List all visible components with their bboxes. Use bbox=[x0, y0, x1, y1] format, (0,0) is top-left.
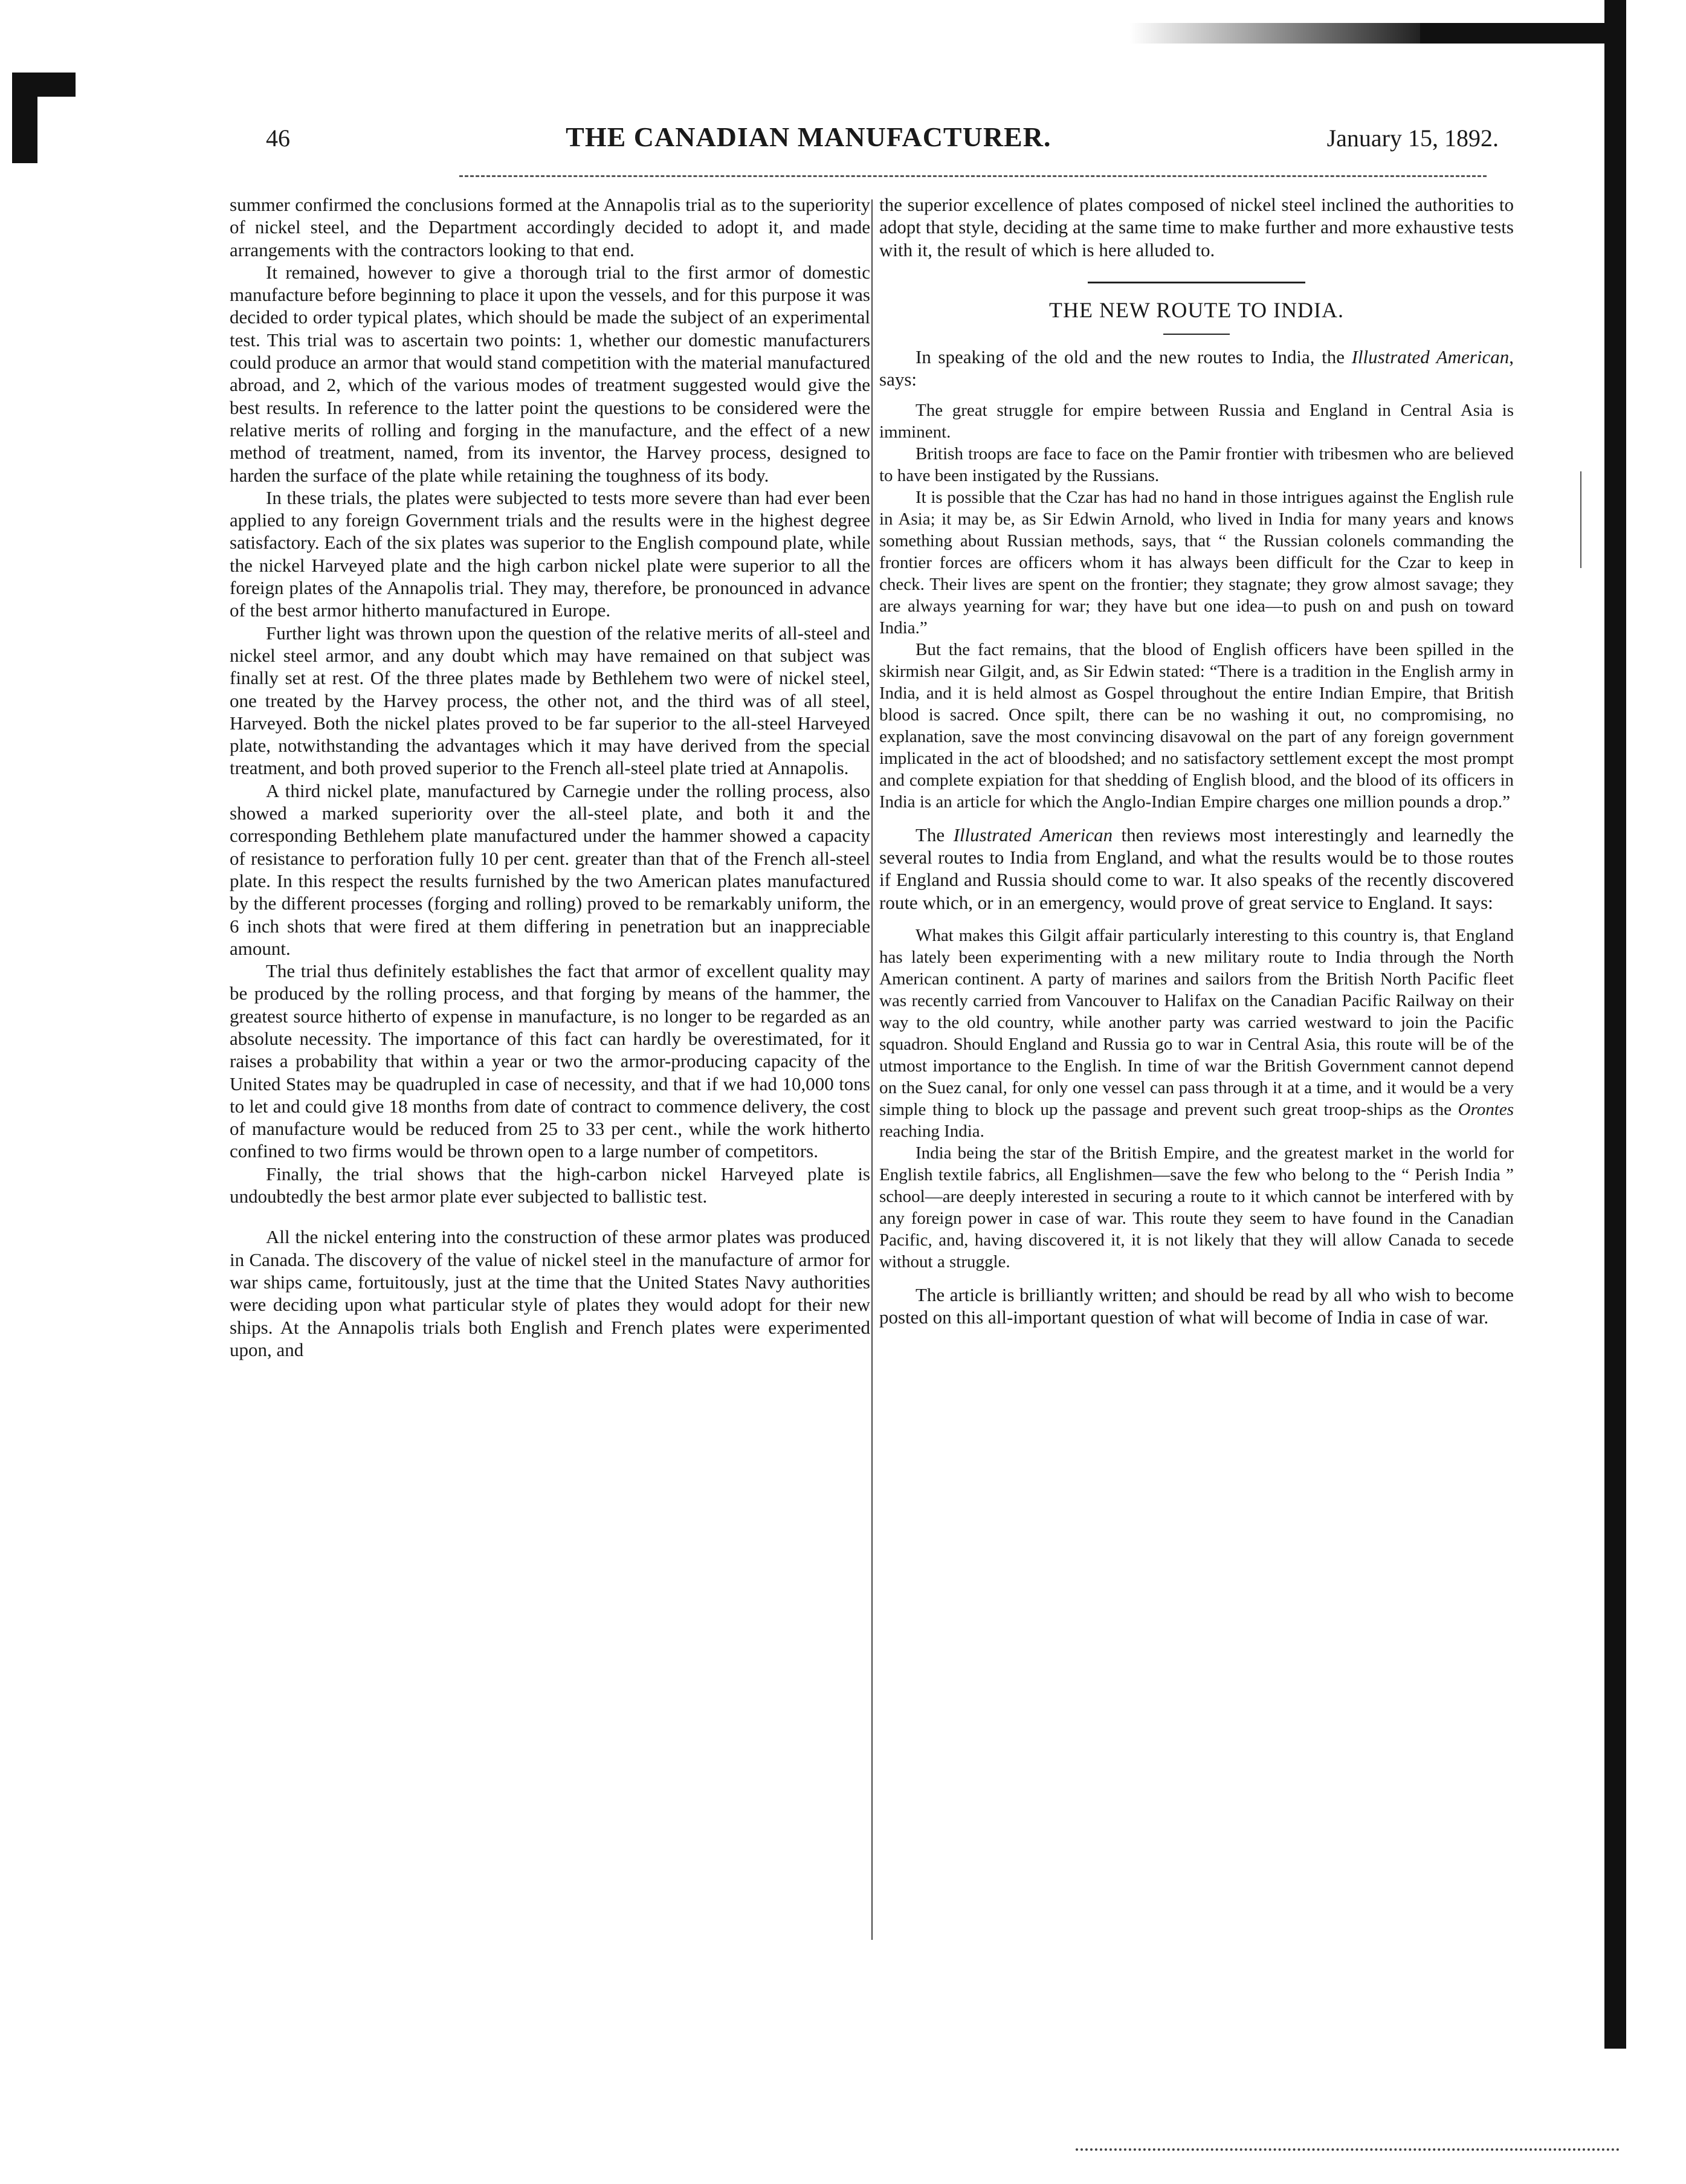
quotation bbox=[879, 925, 1514, 1273]
page-number: 46 bbox=[266, 124, 290, 152]
paragraph: In these trials, the plates were subjected to tests more severe than had ever been applied to any foreign Government trials and the results were in the highest degree satisfactory. Each of the six plates was superior to the English compound plate, while the nickel Harveyed plate and the high carbon nickel plate were superior to all the foreign plates of the Annapolis trial. They may, therefore, be pronounced in advance of the best armor hitherto manufactured in Europe. bbox=[230, 486, 870, 621]
column-divider bbox=[871, 199, 873, 1940]
right-column bbox=[879, 193, 1514, 1329]
paragraph: The Illustrated American then reviews most interestingly and learnedly the several routes to India from England, and what the results would be to those routes if England and Russia should come to war. It also speaks of the recently discovered route which, or in an emergency, would prove of great service to England. It says: bbox=[879, 824, 1514, 913]
margin-mark bbox=[1580, 471, 1592, 568]
paragraph: It remained, however to give a thorough trial to the first armor of domestic manufacture before beginning to place it upon the vessels, and for this purpose it was decided to order typical plates, which should be made the subject of an experimental test. This trial was to ascertain two points: 1, whether our domestic manufacturers could produce an armor that would stand competition with the material manufactured abroad, and 2, which of the various modes of treatment suggested would give the best results. In reference to the latter point the questions to be considered were the relative merits of rolling and forging in the manufacture, and the effect of a new method of treatment, named, from its inventor, the Harvey process, designed to harden the surface of the plate while retaining the toughness of its body. bbox=[230, 261, 870, 486]
paragraph: Further light was thrown upon the question of the relative merits of all-steel and nickel steel armor, and any doubt which may have remained on that subject was finally set at rest. Of the three plates made by Bethlehem two were of nickel steel, one treated by the Harvey process, the other not, and the third was of all steel, Harveyed. Both the nickel plates proved to be far superior to the all-steel Harveyed plate, notwithstanding the advantages which it may have derived from the special treatment, and both proved superior to the French all-steel plate tried at Annapolis. bbox=[230, 622, 870, 779]
header-rule bbox=[459, 175, 1487, 177]
section-title: THE NEW ROUTE TO INDIA. bbox=[1049, 297, 1344, 322]
publication-title: THE CANADIAN MANUFACTURER. bbox=[566, 121, 1051, 152]
quote-paragraph: British troops are face to face on the Pamir frontier with tribesmen who are believed to have been instigated by the Russians. bbox=[879, 444, 1514, 485]
left-column bbox=[230, 193, 870, 1361]
top-rule bbox=[695, 0, 1623, 44]
page-corner-mark bbox=[12, 73, 37, 163]
quote-paragraph: It is possible that the Czar has had no hand in those intrigues against the English rule in Asia; it may be, as Sir Edwin Arnold, who lived in India for many years and knows something about Russian methods, says, that “ the Russian colonels commanding the frontier forces are officers whom it has always been difficult for the Czar to keep in check. Their lives are spent on the frontier; they stagnate; they grow almost savage; they are always yearning for war; they have but one idea—to push on and push on toward India.” bbox=[879, 487, 1514, 638]
closing-paragraph: The article is brilliantly written; and should be read by all who wish to become posted on this all-important question of what will become of India in case of war. bbox=[879, 1284, 1514, 1328]
quote-paragraph: But the fact remains, that the blood of English officers have been spilled in the skirmish near Gilgit, and, as Sir Edwin stated: “There is a tradition in the English army in India, and it is held almost as Gospel throughout the entire Indian Empire, that British blood is sacred. Once spilt, there can be no washing it out, no compromising, no explanation, save the most convincing disavowal on the part of any foreign government implicated in the act of bloodshed; and no satisfactory settlement except the most prompt and complete expiation for that shedding of English blood, and the blood of its officers in India is an article for which the Anglo-Indian Empire charges one million pounds a drop.” bbox=[879, 639, 1514, 812]
quotation bbox=[879, 399, 1514, 813]
quote-paragraph: What makes this Gilgit affair particularly interesting to this country is, that England has lately been experimenting with a new military route to India through the North American continent. A party of marines and sailors from the British North Pacific fleet was recently carried from Vancouver to Halifax on the Canadian Pacific Railway on their way to the old country, while another party was carried westward to join the Pacific squadron. Should England and Russia go to war in Central Asia, this route will be of the utmost importance to the English. In time of war the British Government cannot depend on the Suez canal, for only one vessel can pass through it at a time, and it would be a very simple thing to block up the passage and prevent such great troop-ships as the Orontes reaching India. bbox=[879, 925, 1514, 1141]
paragraph: All the nickel entering into the construction of these armor plates was produced in Canada. The discovery of the value of nickel steel in the manufacture of armor for war ships came, fortuitously, just at the time that the United States Navy authorities were deciding upon what particular style of plates they would adopt for their new ships. At the Annapolis trials both English and French plates were experimented upon, and bbox=[230, 1226, 870, 1360]
page-header bbox=[266, 121, 1499, 175]
paragraph: A third nickel plate, manufactured by Carnegie under the rolling process, also showed a marked superiority over the all-steel plate, and both it and the corresponding Bethlehem plate manufactured under the hammer showed a capacity of resistance to perforation fully 10 per cent. greater than that of the French all-steel plate. In this respect the results furnished by the two American plates manufactured by the different processes (forging and rolling) proved to be remarkably uniform, the 6 inch shots that were fired at them differing in penetration but an inappreciable amount. bbox=[230, 780, 870, 959]
binding-edge-bar bbox=[1604, 0, 1626, 2049]
quote-paragraph: The great struggle for empire between Russia and England in Central Asia is imminent. bbox=[879, 400, 1514, 442]
issue-date: January 15, 1892. bbox=[1326, 124, 1499, 152]
paragraph: the superior excellence of plates composed of nickel steel inclined the authorities to adopt that style, deciding at the same time to make further and more exhaustive tests with it, the result of which is here alluded to. bbox=[879, 194, 1514, 260]
paragraph: summer confirmed the conclusions formed at the Annapolis trial as to the superiority of nickel steel, and the Department accordingly decided to adopt it, and made arrangements with the contractors looking to that end. bbox=[230, 194, 870, 260]
bottom-rule bbox=[1076, 2148, 1620, 2151]
paragraph: The trial thus definitely establishes the fact that armor of excellent quality may be produced by the rolling process, and that forging by means of the hammer, the greatest source hitherto of expense in manufacture, is no longer to be regarded as an absolute necessity. The importance of this fact can hardly be overestimated, for it raises a probability that within a year or two the armor-producing capacity of the United States may be quadrupled in case of necessity, and that if we had 10,000 tons to let and could give 18 months from date of contract to commence delivery, the cost of manufacture would be reduced from 25 to 33 per cent., while the work hitherto confined to two firms would be thrown open to a large number of competitors. bbox=[230, 960, 870, 1162]
lead-paragraph: In speaking of the old and the new routes to India, the Illustrated American, says: bbox=[879, 346, 1514, 390]
paragraph: Finally, the trial shows that the high-carbon nickel Harveyed plate is undoubtedly the best armor plate ever subjected to ballistic test. bbox=[230, 1163, 870, 1207]
section-rule bbox=[1088, 282, 1305, 283]
title-underline bbox=[1163, 334, 1230, 335]
quote-paragraph: India being the star of the British Empire, and the greatest market in the world for English textile fabrics, all Englishmen—save the few who belong to the “ Perish India ” school—are deeply interested in securing a route to it which cannot be interfered with by any foreign power in case of war. This route they seem to have found in the Canadian Pacific, and, having discovered it, it is not likely that they will allow Canada to secede without a struggle. bbox=[879, 1143, 1514, 1271]
